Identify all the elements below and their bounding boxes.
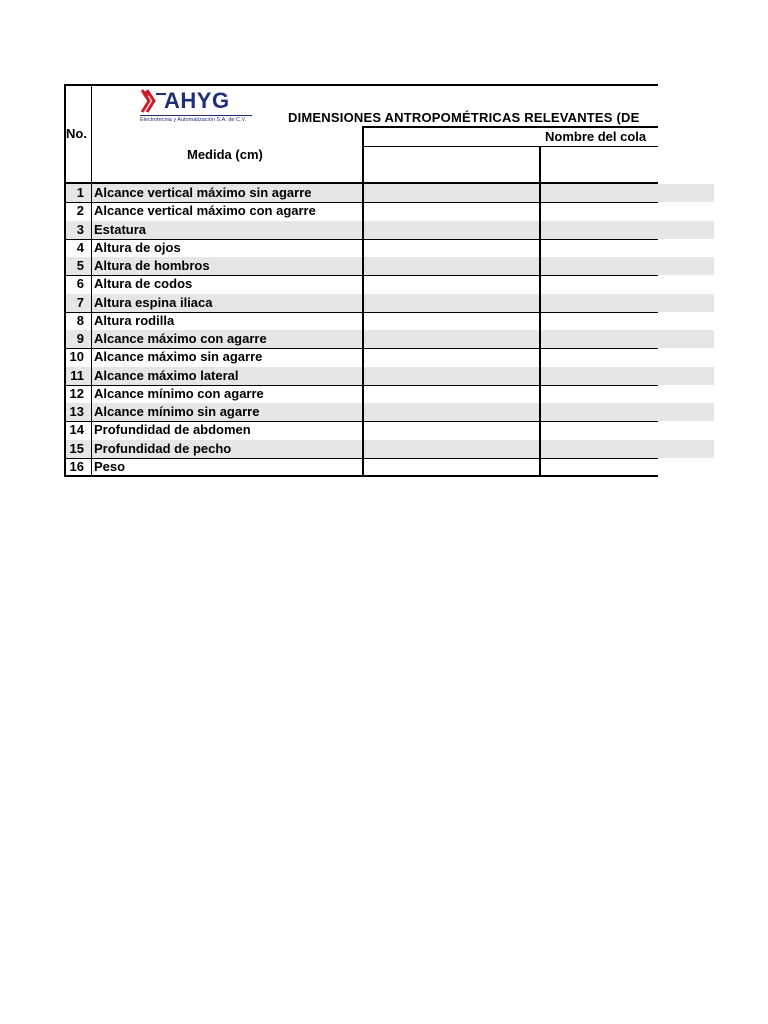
collaborator-cell-2[interactable]	[541, 348, 658, 367]
no-column-header: No.	[66, 126, 87, 141]
row-number: 2	[76, 203, 84, 218]
collaborator-cell-1[interactable]	[364, 312, 539, 330]
measurement-label: Alcance máximo con agarre	[94, 331, 267, 346]
collaborator-cell-1[interactable]	[364, 385, 539, 403]
collaborator-cell-2[interactable]	[541, 312, 658, 330]
collaborator-cell-1[interactable]	[364, 458, 539, 476]
collaborator-cell-1[interactable]	[364, 184, 539, 202]
measurement-label: Profundidad de abdomen	[94, 422, 251, 437]
measurement-label: Altura de hombros	[94, 258, 210, 273]
collaborator-cell-1[interactable]	[364, 221, 539, 239]
collaborator-cell-1[interactable]	[364, 421, 539, 440]
column-divider	[362, 184, 364, 477]
measurement-label: Alcance mínimo sin agarre	[94, 404, 260, 419]
column-divider	[539, 184, 541, 477]
collaborator-cell-1[interactable]	[364, 239, 539, 257]
measurement-label: Peso	[94, 459, 126, 474]
row-number: 4	[76, 240, 84, 255]
collaborator-cell-2[interactable]	[541, 458, 658, 476]
collaborator-cell-2[interactable]	[541, 440, 658, 458]
measurement-label: Alcance máximo lateral	[94, 368, 239, 383]
collaborator-cell-2[interactable]	[541, 385, 658, 403]
measurement-label: Altura de codos	[94, 276, 193, 291]
collaborator-cell-2[interactable]	[541, 275, 658, 294]
collaborator-cell-2[interactable]	[541, 403, 658, 421]
row-number: 10	[69, 349, 84, 364]
collaborator-cell-1[interactable]	[364, 275, 539, 294]
collaborator-cell-1[interactable]	[364, 348, 539, 367]
collaborator-column-divider-header	[539, 146, 541, 184]
collaborator-cell-2[interactable]	[541, 221, 658, 239]
collaborator-cell-1[interactable]	[364, 403, 539, 421]
collaborator-cell-2[interactable]	[541, 257, 658, 275]
collaborator-cell-2[interactable]	[541, 184, 658, 202]
measurement-label: Estatura	[94, 222, 147, 237]
company-logo	[138, 88, 256, 126]
logo-underline	[140, 115, 252, 116]
row-number: 13	[69, 404, 84, 419]
collaborator-cell-1[interactable]	[364, 294, 539, 312]
row-number: 5	[76, 258, 84, 273]
document-title: DIMENSIONES ANTROPOMÉTRICAS RELEVANTES (DE	[288, 110, 640, 125]
row-number: 8	[76, 313, 84, 328]
column-divider	[91, 184, 92, 477]
row-number: 9	[76, 331, 84, 346]
row-number: 1	[76, 185, 84, 200]
measurement-label: Alcance vertical máximo con agarre	[94, 203, 316, 218]
collaborator-cell-2[interactable]	[541, 202, 658, 221]
logo-brand-text: AHYG	[164, 88, 230, 113]
measurement-label: Profundidad de pecho	[94, 441, 232, 456]
collaborator-cell-1[interactable]	[364, 202, 539, 221]
collaborator-cell-1[interactable]	[364, 367, 539, 385]
no-column-divider	[91, 84, 92, 184]
measurement-label: Alcance vertical máximo sin agarre	[94, 185, 312, 200]
table-top-border	[64, 84, 658, 86]
collaborator-cell-1[interactable]	[364, 440, 539, 458]
collaborator-cell-2[interactable]	[541, 330, 658, 348]
row-number: 11	[70, 368, 84, 383]
measurement-label: Altura rodilla	[94, 313, 175, 328]
medida-column-divider-header	[362, 126, 364, 184]
collaborator-cell-2[interactable]	[541, 294, 658, 312]
measurement-label: Alcance máximo sin agarre	[94, 349, 263, 364]
collaborator-name-row-divider	[362, 146, 658, 147]
row-number: 12	[69, 386, 84, 401]
logo-subtitle: Electrotecnia y Automatización S.A. de C.V.	[140, 117, 247, 123]
row-number: 14	[69, 422, 84, 437]
measurement-label: Alcance mínimo con agarre	[94, 386, 264, 401]
row-number: 6	[76, 276, 84, 291]
collaborator-cell-2[interactable]	[541, 421, 658, 440]
medida-column-header: Medida (cm)	[187, 147, 263, 162]
row-divider	[64, 475, 658, 477]
row-number: 15	[69, 441, 84, 456]
collaborator-cell-2[interactable]	[541, 367, 658, 385]
row-number: 3	[76, 222, 84, 237]
collaborator-column-header: Nombre del cola	[545, 129, 647, 144]
measurement-label: Altura de ojos	[94, 240, 181, 255]
measurement-label: Altura espina iliaca	[94, 295, 213, 310]
collaborator-cell-2[interactable]	[541, 239, 658, 257]
row-number: 16	[69, 459, 84, 474]
collaborator-cell-1[interactable]	[364, 257, 539, 275]
row-number: 7	[76, 295, 84, 310]
collaborator-cell-1[interactable]	[364, 330, 539, 348]
